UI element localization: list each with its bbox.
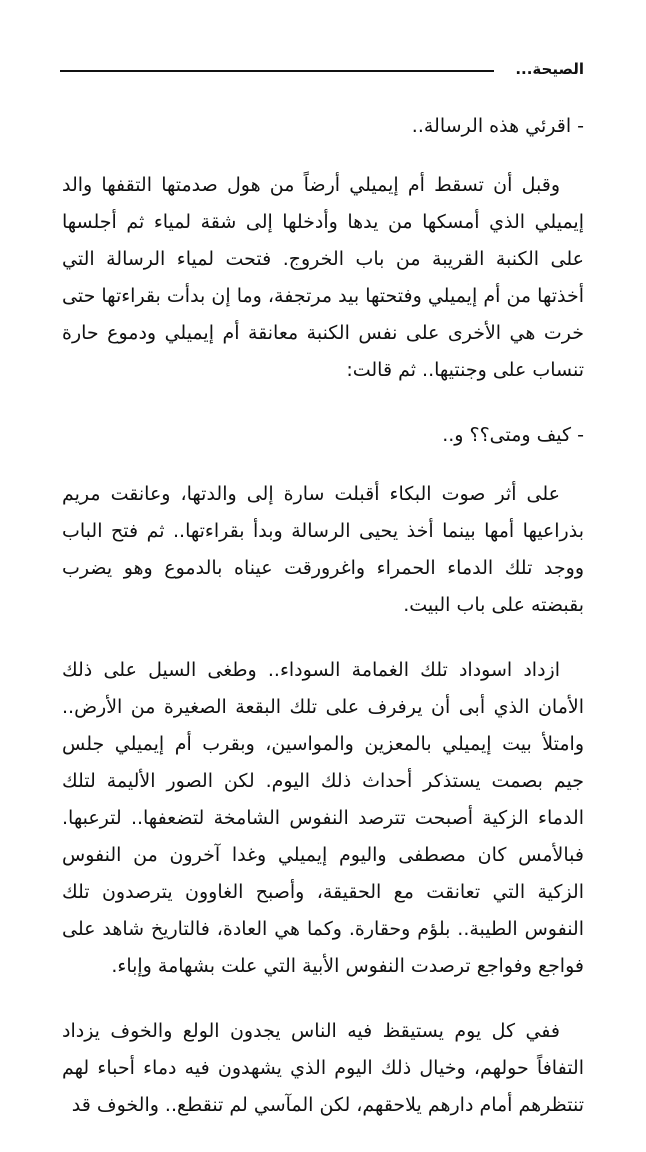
page-body (62, 108, 584, 1152)
body-paragraph: وقبل أن تسقط أم إيميلي أرضاً من هول صدمتها التقفها والد إيميلي الذي أمسكها من يدها وأدخلها إلى شقة لمياء ثم أجلسها على الكنبة القريبة من باب الخروج. فتحت لمياء الرسالة التي أخذتها من أم إيميلي وفتحتها بيد مرتجفة، وما إن بدأت بقراءتها حتى خرت هي الأخرى على نفس الكنبة معانقة أم إيميلي ودموع حارة تنساب على وجنتيها.. ثم قالت: (62, 174, 584, 381)
running-header-title: الصيحة... (515, 60, 584, 78)
header-rule (60, 70, 494, 72)
body-paragraph: على أثر صوت البكاء أقبلت سارة إلى والدتها، وعانقت مريم بذراعيها أمها بينما أخذ يحيى الرسالة وبدأ بقراءتها.. ثم فتح الباب ووجد تلك الدماء الحمراء واغرورقت عيناه بالدموع وهو يضرب بقبضته على باب البيت. (62, 483, 584, 616)
dialogue-line: - كيف ومتى؟؟ و.. (442, 424, 584, 446)
dialogue-line: - اقرئي هذه الرسالة.. (411, 115, 584, 137)
body-paragraph: ففي كل يوم يستيقظ فيه الناس يجدون الولع والخوف يزداد التفافاً حولهم، وخيال ذلك اليوم الذي يشهدون فيه دماء أحباء لهم تنتظرهم أمام دارهم يلاحقهم، لكن المآسي لم تنقطع.. والخوف قد (62, 1020, 584, 1116)
running-header (60, 52, 584, 88)
body-paragraph: ازداد اسوداد تلك الغمامة السوداء.. وطغى السيل على ذلك الأمان الذي أبى أن يرفرف على تلك البقعة الصغيرة من الأرض.. وامتلأ بيت إيميلي بالمعزين والمواسين، وبقرب أم إيميلي جلس جيم بصمت يستذكر أحداث ذلك اليوم. لكن الصور الأليمة لتلك الدماء الزكية أصبحت تترصد النفوس الشامخة لتضعفها.. لترعبها. فبالأمس كان مصطفى واليوم إيميلي وغدا آخرون من النفوس الزكية التي تعانقت مع الحقيقة، وأصبح الغاوون يترصدون تلك النفوس الطيبة.. بلؤم وحقارة. وكما هي العادة، فالتاريخ شاهد على فواجع وفواجع ترصدت النفوس الأبية التي علت بشهامة وإباء. (62, 659, 584, 977)
